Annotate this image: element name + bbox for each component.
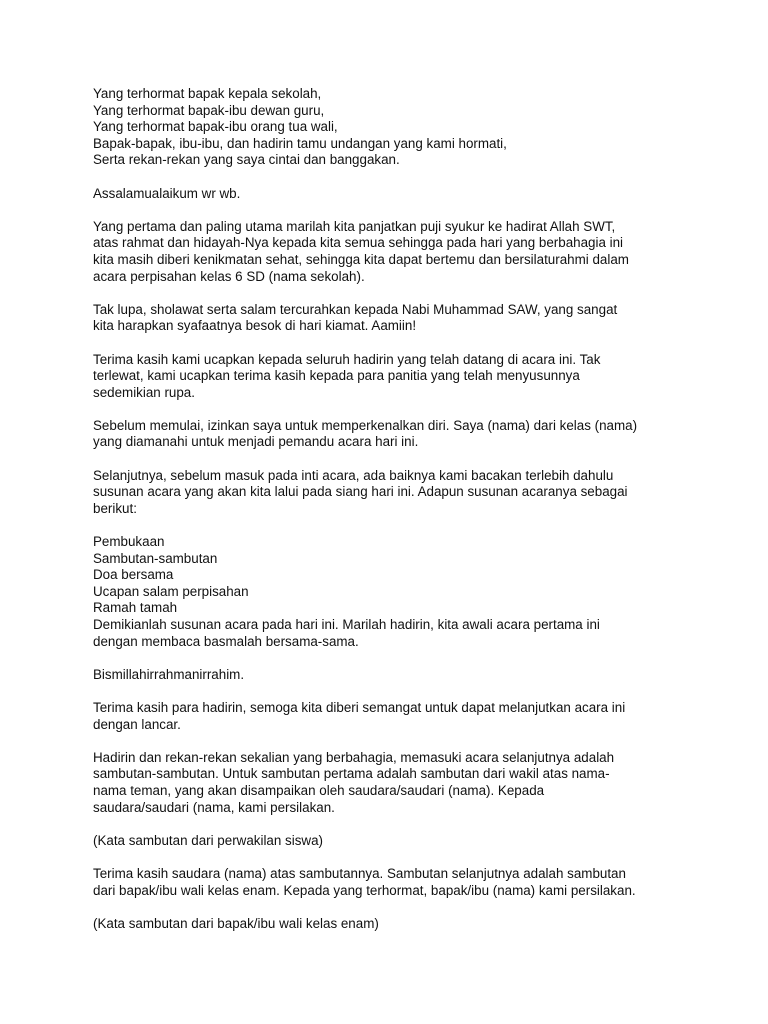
text-line: kita harapkan syafaatnya besok di hari kiamat. Aamiin! <box>93 318 417 334</box>
text-line: dari bapak/ibu wali kelas enam. Kepada yang terhormat, bapak/ibu (nama) kami persilakan. <box>93 882 636 898</box>
text-line: susunan acara yang akan kita lalui pada siang hari ini. Adapun susunan acaranya sebagai <box>93 484 628 500</box>
paragraph <box>93 667 693 684</box>
text-line: Sambutan-sambutan <box>93 550 218 566</box>
text-line: kita masih diberi kenikmatan sehat, sehingga kita dapat bertemu dan bersilaturahmi dalam <box>93 251 629 267</box>
document-body <box>93 86 693 949</box>
text-line: dengan membaca basmalah bersama-sama. <box>93 633 359 649</box>
text-line: Sebelum memulai, izinkan saya untuk memperkenalkan diri. Saya (nama) dari kelas (nama) <box>93 417 638 433</box>
text-line: dengan lancar. <box>93 716 181 732</box>
text-line: Terima kasih saudara (nama) atas sambutannya. Sambutan selanjutnya adalah sambutan <box>93 865 626 881</box>
paragraph <box>93 86 693 169</box>
text-line: Bapak-bapak, ibu-ibu, dan hadirin tamu undangan yang kami hormati, <box>93 135 507 151</box>
text-line: Hadirin dan rekan-rekan sekalian yang berbahagia, memasuki acara selanjutnya adalah <box>93 749 615 765</box>
text-line: Tak lupa, sholawat serta salam tercurahkan kepada Nabi Muhammad SAW, yang sangat <box>93 301 618 317</box>
paragraph <box>93 866 693 899</box>
text-line: berikut: <box>93 500 137 516</box>
text-line: Bismillahirrahmanirrahim. <box>93 666 245 682</box>
paragraph <box>93 418 693 451</box>
text-line: saudara/saudari (nama, kami persilakan. <box>93 799 335 815</box>
text-line: nama teman, yang akan disampaikan oleh saudara/saudari (nama). Kepada <box>93 782 545 798</box>
text-line: sambutan-sambutan. Untuk sambutan pertama adalah sambutan dari wakil atas nama- <box>93 766 610 782</box>
text-line: sedemikian rupa. <box>93 384 195 400</box>
paragraph <box>93 700 693 733</box>
text-line: Demikianlah susunan acara pada hari ini. Marilah hadirin, kita awali acara pertama ini <box>93 617 600 632</box>
paragraph <box>93 750 693 816</box>
text-line: (Kata sambutan dari perwakilan siswa) <box>93 832 323 848</box>
text-line: acara perpisahan kelas 6 SD (nama sekolah). <box>93 268 365 284</box>
text-line: yang diamanahi untuk menjadi pemandu acara hari ini. <box>93 434 419 450</box>
text-line: Yang terhormat bapak-ibu orang tua wali, <box>93 119 338 135</box>
text-line: terlewat, kami ucapkan terima kasih kepada para panitia yang telah menyusunnya <box>93 368 580 384</box>
text-line: Selanjutnya, sebelum masuk pada inti acara, ada baiknya kami bacakan terlebih dahulu <box>93 467 614 483</box>
text-line: Yang terhormat bapak-ibu dewan guru, <box>93 102 325 118</box>
paragraph <box>93 916 693 933</box>
text-line: atas rahmat dan hidayah-Nya kepada kita semua sehingga pada hari yang berbahagia ini <box>93 235 624 251</box>
text-line: Ramah tamah <box>93 600 178 616</box>
text-line: Ucapan salam perpisahan <box>93 583 249 599</box>
paragraph <box>93 833 693 850</box>
text-line: Assalamualaikum wr wb. <box>93 185 241 201</box>
text-line: Doa bersama <box>93 567 174 583</box>
text-line: Pembukaan <box>93 534 165 550</box>
paragraph <box>93 219 693 285</box>
text-line: Terima kasih kami ucapkan kepada seluruh hadirin yang telah datang di acara ini. Tak <box>93 351 601 367</box>
paragraph <box>93 352 693 402</box>
paragraph <box>93 302 693 335</box>
paragraph <box>93 186 693 203</box>
text-line: Yang terhormat bapak kepala sekolah, <box>93 86 322 101</box>
paragraph <box>93 468 693 518</box>
text-line: Terima kasih para hadirin, semoga kita diberi semangat untuk dapat melanjutkan acara ini <box>93 699 626 715</box>
text-line: (Kata sambutan dari bapak/ibu wali kelas enam) <box>93 915 379 931</box>
text-line: Yang pertama dan paling utama marilah kita panjatkan puji syukur ke hadirat Allah SWT, <box>93 218 616 234</box>
paragraph <box>93 534 693 650</box>
text-line: Serta rekan-rekan yang saya cintai dan banggakan. <box>93 152 400 168</box>
